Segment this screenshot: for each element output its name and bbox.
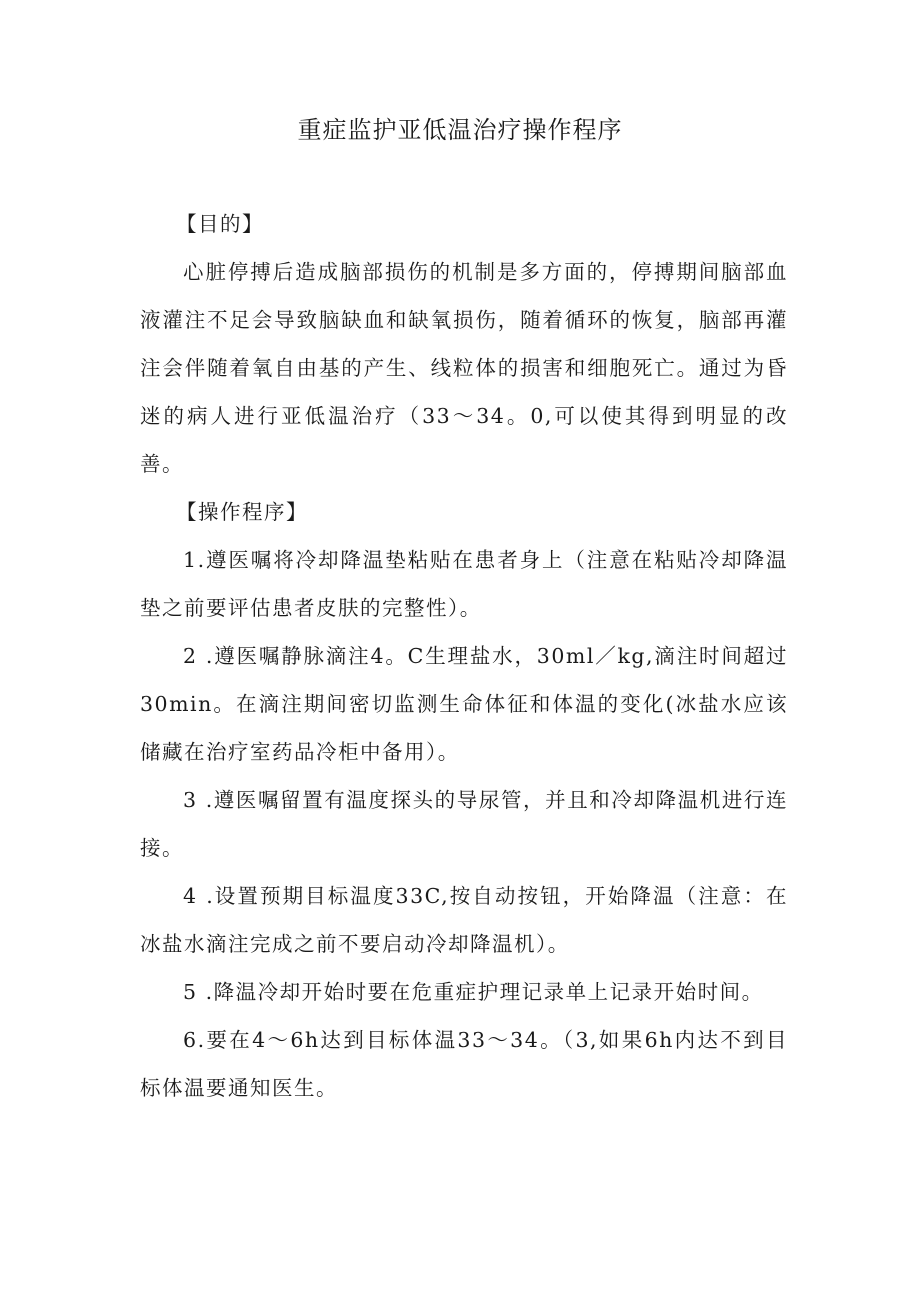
procedure-step-1: 1.遵医嘱将冷却降温垫粘贴在患者身上（注意在粘贴冷却降温垫之前要评估患者皮肤的完整性）。 (140, 548, 788, 620)
procedure-step-5: 5 .降温冷却开始时要在危重症护理记录单上记录开始时间。 (183, 980, 764, 1004)
purpose-paragraph: 心脏停搏后造成脑部损伤的机制是多方面的，停搏期间脑部血液灌注不足会导致脑缺血和缺氧损伤，随着循环的恢复，脑部再灌注会伴随着氧自由基的产生、线粒体的损害和细胞死亡。通过为昏迷的病人进行亚低温治疗（33～34。0,可以使其得到明显的改善。 (140, 260, 788, 476)
document-body (140, 200, 788, 1112)
document-title: 重症监护亚低温治疗操作程序 (297, 116, 623, 144)
procedure-step-3: 3 .遵医嘱留置有温度探头的导尿管，并且和冷却降温机进行连接。 (140, 788, 788, 860)
purpose-heading: 【目的】 (176, 212, 264, 236)
procedure-step-6: 6.要在4～6h达到目标体温33～34。（3,如果6h内达不到目标体温要通知医生。 (140, 1028, 788, 1100)
procedure-step-2: 2 .遵医嘱静脉滴注4。C生理盐水，30ml／kg,滴注时间超过30min。在滴注期间密切监测生命体征和体温的变化(冰盐水应该储藏在治疗室药品冷柜中备用）。 (140, 644, 788, 764)
procedure-step-4: 4 .设置预期目标温度33C,按自动按钮，开始降温（注意：在冰盐水滴注完成之前不要启动冷却降温机）。 (140, 884, 788, 956)
procedure-heading: 【操作程序】 (176, 500, 308, 524)
